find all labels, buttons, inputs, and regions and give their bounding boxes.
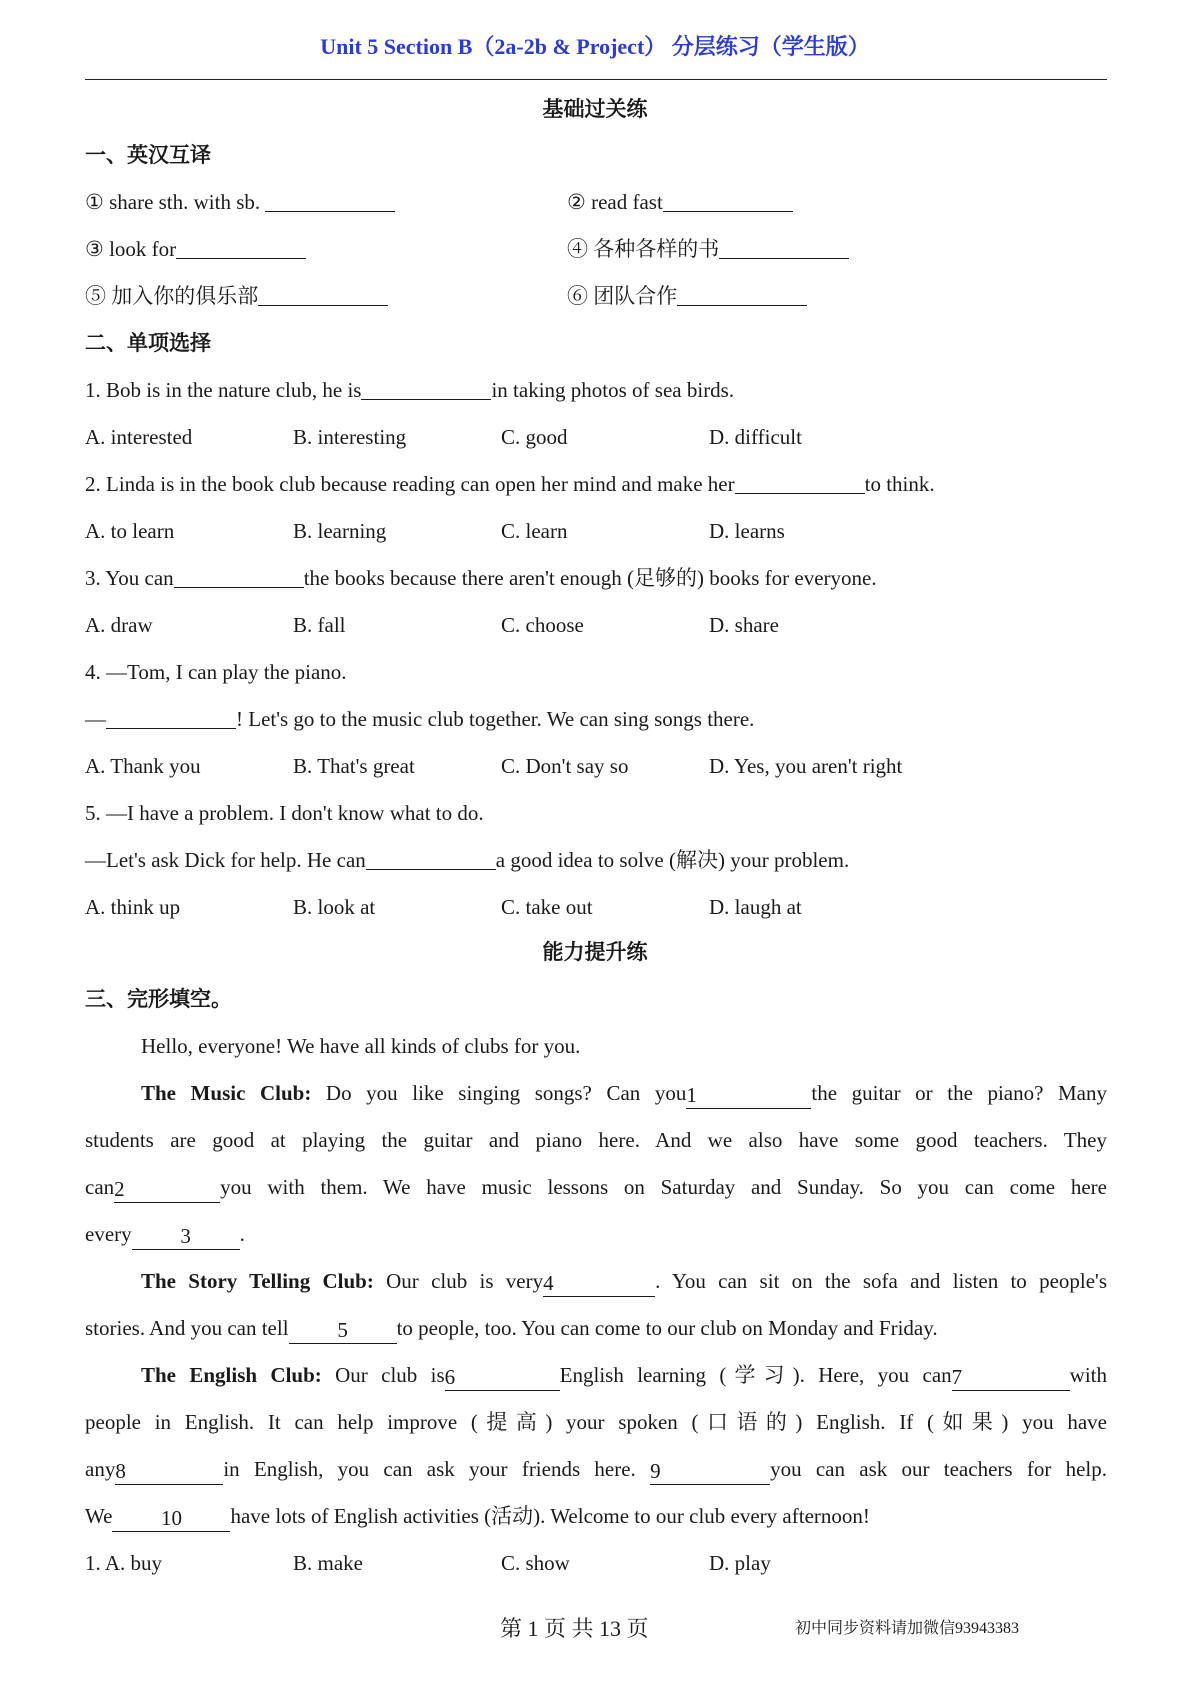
cloze-blank-3[interactable]: 3	[132, 1225, 240, 1250]
option-c[interactable]: C. Don't say so	[501, 754, 629, 778]
question-1: 1. Bob is in the nature club, he is in taking photos of sea birds.	[85, 378, 735, 402]
option-a[interactable]: A. to learn	[85, 519, 175, 543]
option-d[interactable]: D. Yes, you aren't right	[709, 754, 903, 778]
music-club-line2: students are good at playing the guitar and piano here. And we also have some good teachers. They	[85, 1128, 1107, 1152]
answer-blank[interactable]	[361, 377, 491, 400]
story-club-line1: The Story Telling Club: Our club is very4 . You can sit on the sofa and listen to people's	[141, 1269, 1107, 1295]
english-club-line1: The English Club: Our club is6 English learning (学习). Here, you can7 with	[141, 1363, 1107, 1389]
cloze-blank-5[interactable]: 5	[289, 1319, 397, 1344]
cloze-blank-6[interactable]: 6	[445, 1366, 560, 1391]
translate-item-6: ⑥ 团队合作	[567, 281, 807, 311]
translate-item-4: ④ 各种各样的书	[567, 234, 849, 264]
english-club-line3: any8 in English, you can ask your friends here. 9 you can ask our teachers for help.	[85, 1457, 1107, 1483]
cloze-blank-7[interactable]: 7	[952, 1366, 1070, 1391]
answer-blank[interactable]	[258, 283, 388, 306]
music-club-line1: The Music Club: Do you like singing songs? Can you1 the guitar or the piano? Many	[141, 1081, 1108, 1107]
question-4-line2: — ! Let's go to the music club together. We can sing songs there.	[85, 707, 755, 731]
part1-title: 一、英汉互译	[85, 143, 211, 167]
music-club-line3: can2 you with them. We have music lessons on Saturday and Sunday. So you can come here	[85, 1175, 1107, 1201]
section-basic-title: 基础过关练	[542, 97, 648, 121]
option-b[interactable]: B. learning	[293, 519, 387, 543]
answer-blank[interactable]	[174, 565, 304, 588]
option-a[interactable]: A. Thank you	[85, 754, 201, 778]
music-club-line4: every 3 .	[85, 1222, 245, 1248]
cloze-intro: Hello, everyone! We have all kinds of clubs for you.	[141, 1034, 581, 1058]
footer-note: 初中同步资料请加微信93943383	[795, 1620, 1020, 1637]
option-b[interactable]: B. fall	[293, 613, 346, 637]
cloze-blank-9[interactable]: 9	[650, 1460, 770, 1485]
option-c[interactable]: C. take out	[501, 895, 593, 919]
question-2: 2. Linda is in the book club because reading can open her mind and make her to think.	[85, 472, 935, 496]
option-b[interactable]: B. look at	[293, 895, 376, 919]
page-title: Unit 5 Section B（2a-2b & Project） 分层练习（学生版）	[320, 34, 870, 59]
english-club-line4: We 10 have lots of English activities (活动). Welcome to our club every afternoon!	[85, 1504, 870, 1530]
option-c[interactable]: C. learn	[501, 519, 568, 543]
question-5-line1: 5. —I have a problem. I don't know what to do.	[85, 801, 484, 825]
story-club-line2: stories. And you can tell 5 to people, too. You can come to our club on Monday and Friday.	[85, 1316, 938, 1342]
cloze-option-c[interactable]: C. show	[501, 1551, 570, 1575]
page-number: 第 1 页 共 13 页	[500, 1616, 649, 1641]
cloze-option-a[interactable]: 1. A. buy	[85, 1551, 163, 1575]
translate-item-1: ① share sth. with sb.	[85, 187, 395, 217]
option-a[interactable]: A. think up	[85, 895, 181, 919]
option-a[interactable]: A. draw	[85, 613, 153, 637]
part2-title: 二、单项选择	[85, 331, 211, 355]
option-b[interactable]: B. That's great	[293, 754, 415, 778]
answer-blank[interactable]	[366, 847, 496, 870]
translate-item-3: ③ look for	[85, 234, 306, 264]
option-d[interactable]: D. difficult	[709, 425, 802, 449]
option-a[interactable]: A. interested	[85, 425, 193, 449]
answer-blank[interactable]	[176, 236, 306, 259]
header-divider	[85, 79, 1107, 80]
part3-title: 三、完形填空。	[85, 987, 232, 1011]
cloze-option-b[interactable]: B. make	[293, 1551, 363, 1575]
cloze-blank-10[interactable]: 10	[112, 1507, 230, 1532]
option-c[interactable]: C. choose	[501, 613, 584, 637]
section-advanced-title: 能力提升练	[542, 940, 648, 964]
option-c[interactable]: C. good	[501, 425, 568, 449]
question-5-line2: —Let's ask Dick for help. He can a good idea to solve (解决) your problem.	[85, 848, 850, 872]
cloze-option-d[interactable]: D. play	[709, 1551, 771, 1575]
answer-blank[interactable]	[719, 236, 849, 259]
question-4-line1: 4. —Tom, I can play the piano.	[85, 660, 347, 684]
answer-blank[interactable]	[677, 283, 807, 306]
translate-item-2: ② read fast	[567, 187, 793, 217]
option-d[interactable]: D. learns	[709, 519, 785, 543]
option-d[interactable]: D. share	[709, 613, 779, 637]
question-3: 3. You can the books because there aren't enough (足够的) books for everyone.	[85, 566, 877, 590]
answer-blank[interactable]	[106, 706, 236, 729]
translate-item-5: ⑤ 加入你的俱乐部	[85, 281, 388, 311]
answer-blank[interactable]	[265, 189, 395, 212]
english-club-line2: people in English. It can help improve (提高) your spoken (口语的) English. If (如果) you have	[85, 1410, 1107, 1434]
cloze-blank-4[interactable]: 4	[543, 1272, 655, 1297]
cloze-blank-1[interactable]: 1	[686, 1084, 811, 1109]
cloze-blank-8[interactable]: 8	[115, 1460, 223, 1485]
answer-blank[interactable]	[663, 189, 793, 212]
answer-blank[interactable]	[735, 471, 865, 494]
option-b[interactable]: B. interesting	[293, 425, 407, 449]
option-d[interactable]: D. laugh at	[709, 895, 802, 919]
cloze-blank-2[interactable]: 2	[114, 1178, 220, 1203]
